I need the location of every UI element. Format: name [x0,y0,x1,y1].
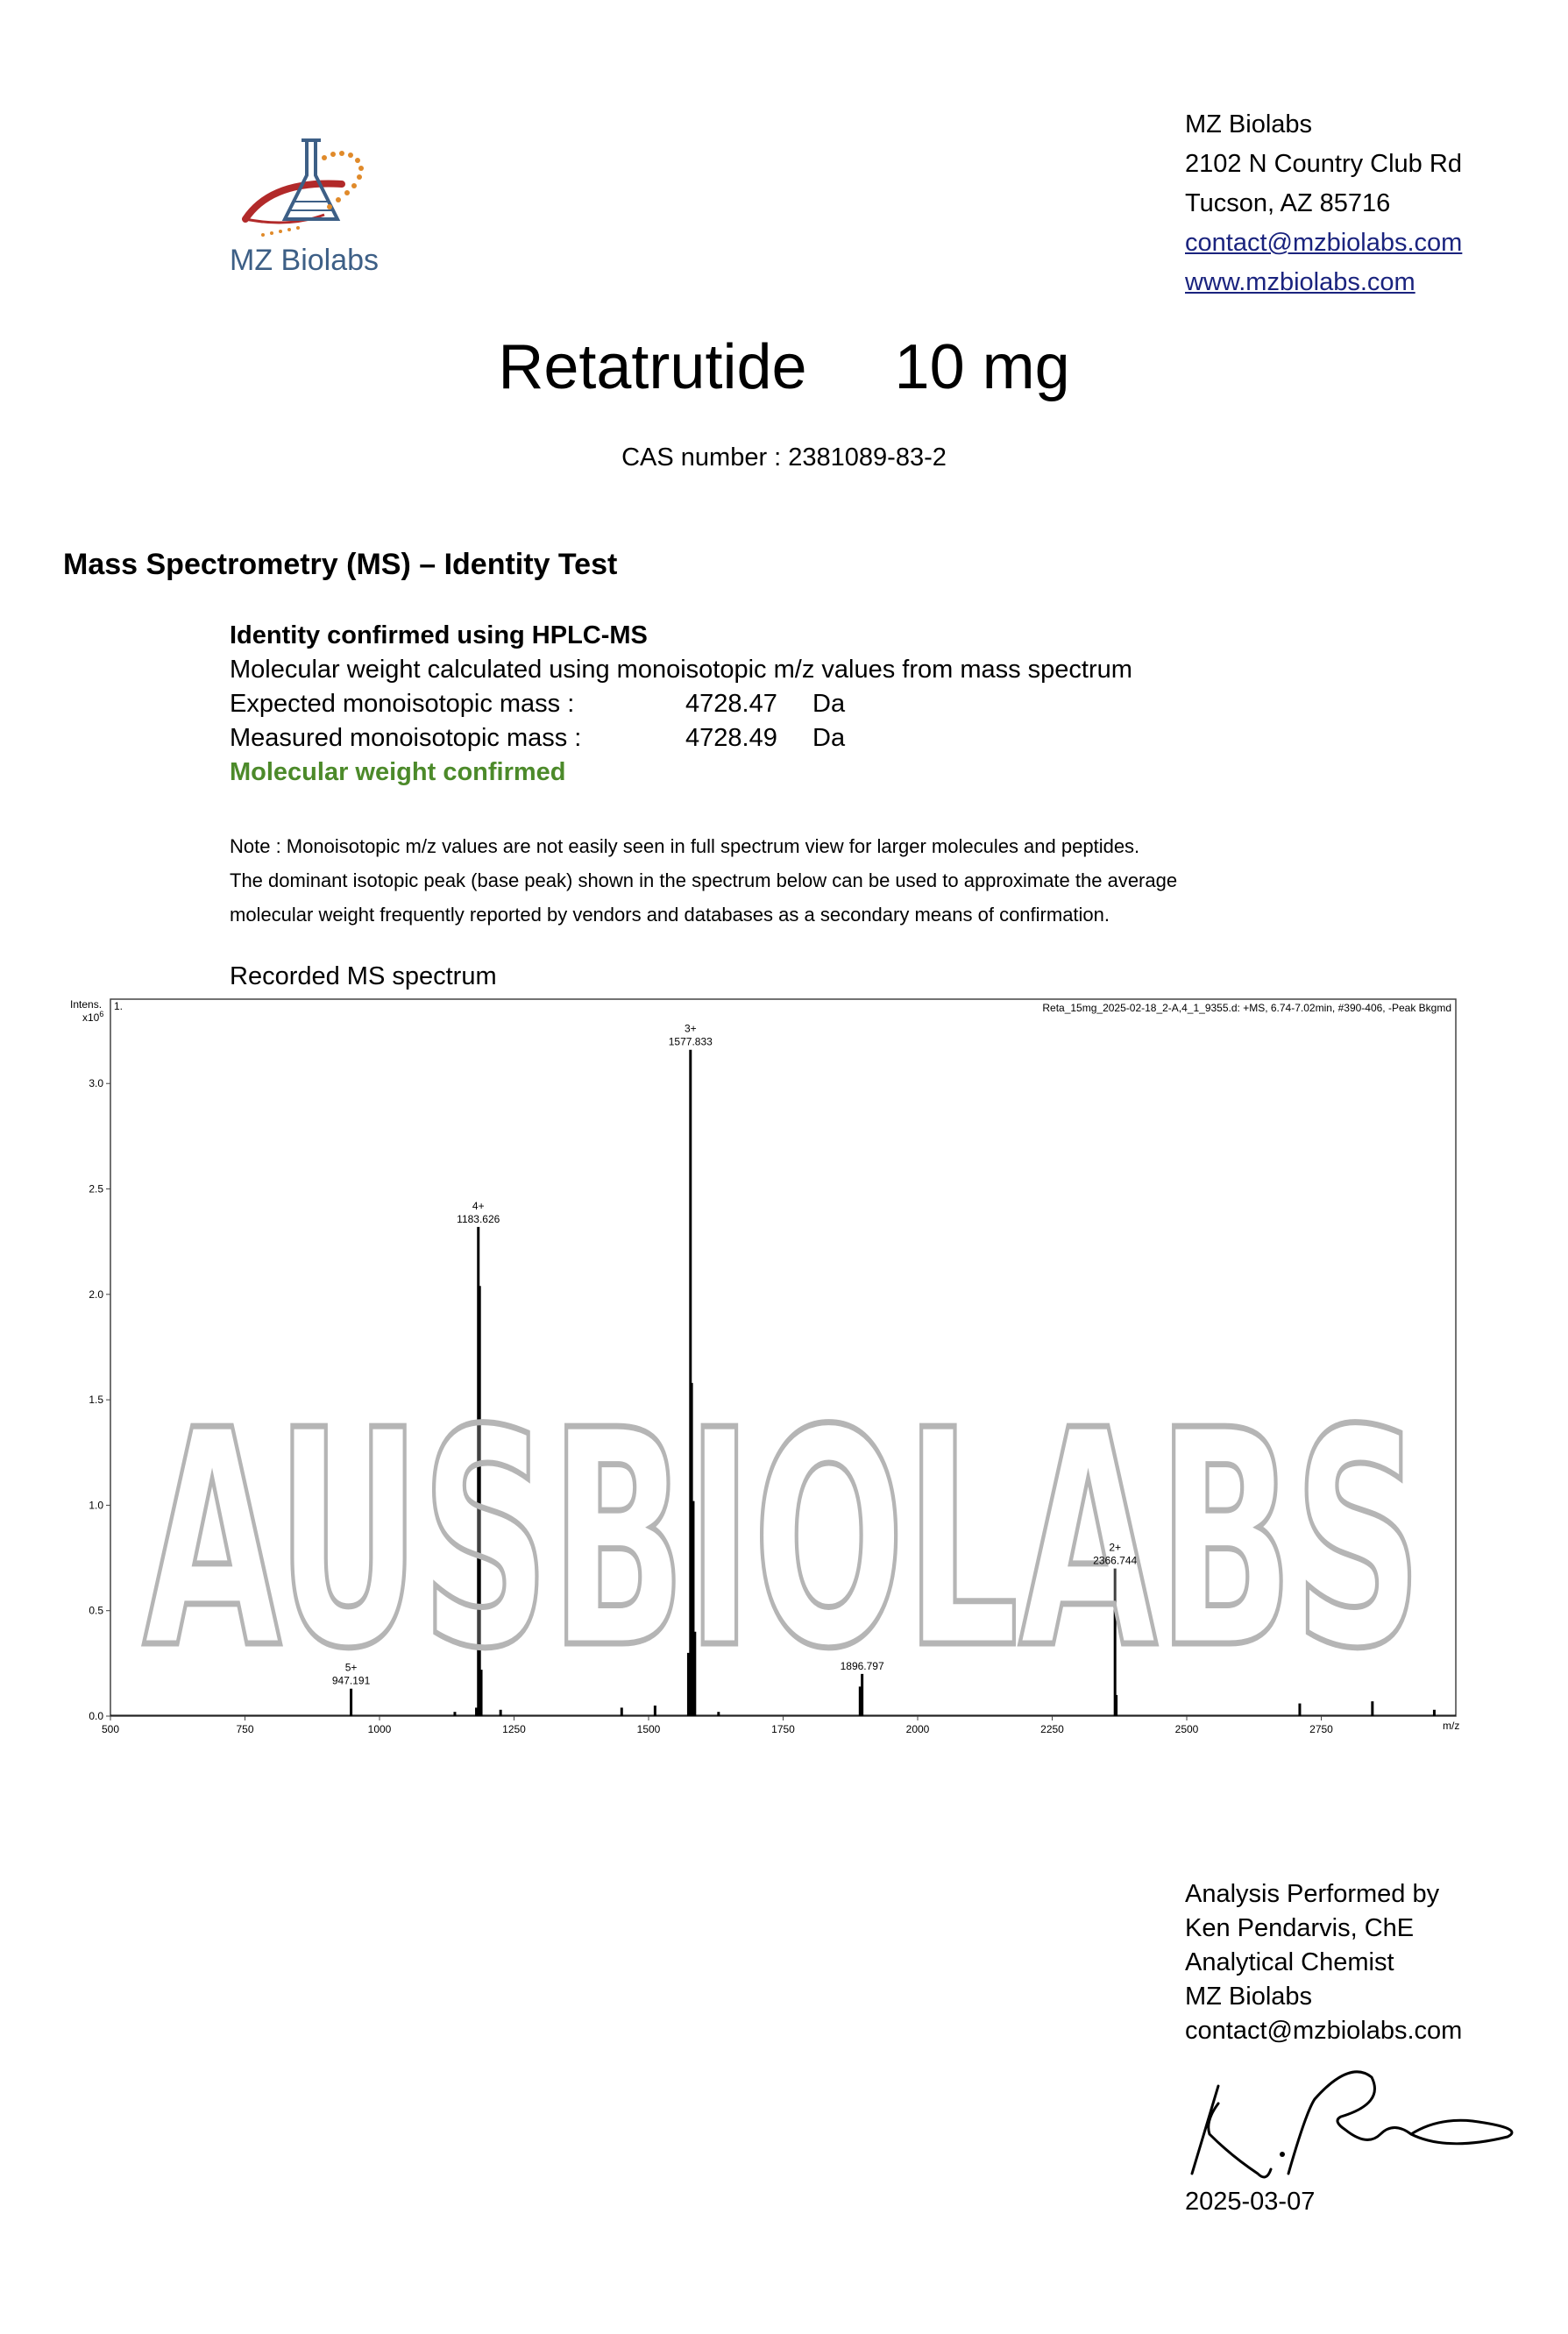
y-tick-label-6: 3.0 [89,1077,103,1090]
analyst-company: MZ Biolabs [1185,1983,1313,2011]
street-address: 2102 N Country Club Rd [1185,150,1462,178]
peak-label-1: 1183.626 [457,1212,500,1225]
x-tick-label-1: 750 [236,1723,254,1735]
note-line-1: Note : Monoisotopic m/z values are not easily seen in full spectrum view for larger molecules and peptides. [230,835,1140,857]
signature [1157,2051,1525,2191]
y-tick-label-2: 1.0 [89,1499,103,1512]
y-axis-scale: $x10^6$ [82,1010,104,1024]
peak-charge-4: 2+ [1109,1541,1122,1554]
company-address [1185,105,1462,302]
identity-result: Molecular weight confirmed [230,758,566,786]
measured-unit: Da [812,724,846,752]
x-tick-label-7: 2250 [1040,1723,1064,1735]
y-tick-label-1: 0.5 [89,1604,103,1617]
ms-spectrum-chart [0,990,1568,1753]
expected-mass-row [230,687,1132,721]
company-name: MZ Biolabs [1185,110,1313,138]
x-axis-label: m/z [1443,1720,1460,1732]
y-axis-label: Intens. [70,998,103,1011]
x-tick-label-5: 1750 [771,1723,795,1735]
note-line-2: The dominant isotopic peak (base peak) shown in the spectrum below can be used to approximate the average [230,869,1178,891]
analysis-block [1185,1877,1462,2048]
note-line-3: molecular weight frequently reported by vendors and databases as a secondary means of confirmation. [230,904,1110,926]
x-tick-label-0: 500 [101,1723,120,1735]
city-address: Tucson, AZ 85716 [1185,189,1391,217]
expected-label: Expected monoisotopic mass : [230,690,575,718]
measured-mass-row [230,721,1132,756]
identity-heading: Identity confirmed using HPLC-MS [230,621,648,649]
note-block [230,829,1177,932]
measured-label: Measured monoisotopic mass : [230,724,582,752]
identity-block [230,619,1132,790]
cas-number: CAS number : 2381089-83-2 [621,443,947,472]
y-tick-label-5: 2.5 [89,1182,103,1195]
x-tick-label-3: 1250 [502,1723,526,1735]
x-tick-label-2: 1000 [367,1723,392,1735]
logo-text: MZ Biolabs [230,244,380,277]
chart-title: Reta_15mg_2025-02-18_2-A,4_1_9355.d: +MS, 6.74-7.02min, #390-406, -Peak Bkgmd [1042,1002,1451,1014]
watermark: AUSBIOLABS [143,1367,1423,1714]
analyst-email: contact@mzbiolabs.com [1185,2017,1463,2045]
analyst-title: Analytical Chemist [1185,1948,1394,1976]
signature-date: 2025-03-07 [1185,2188,1316,2216]
product-title: Retatrutide 10 mg [498,332,1070,402]
y-tick-label-3: 1.5 [89,1394,103,1407]
expected-unit: Da [812,690,846,718]
expected-value: 4728.47 [685,690,777,718]
x-tick-label-4: 1500 [636,1723,661,1735]
peak-label-3: 1896.797 [840,1659,884,1672]
section-title: Mass Spectrometry (MS) – Identity Test [63,548,618,581]
website-link[interactable]: www.mzbiolabs.com [1185,268,1415,296]
analyst-name: Ken Pendarvis, ChE [1185,1914,1415,1942]
spectrum-title: Recorded MS spectrum [230,962,497,990]
peak-label-0: 947.191 [331,1674,371,1687]
peak-charge-1: 4+ [472,1199,485,1212]
peak-charge-0: 5+ [344,1661,358,1674]
identity-method: Molecular weight calculated using monoisotopic m/z values from mass spectrum [230,656,1132,684]
x-tick-label-6: 2000 [905,1723,930,1735]
measured-value: 4728.49 [685,724,777,752]
peak-charge-2: 3+ [684,1022,697,1035]
panel-label: 1. [114,1000,124,1012]
analysis-line-1: Analysis Performed by [1185,1880,1440,1908]
email-link[interactable]: contact@mzbiolabs.com [1185,229,1463,257]
x-tick-label-9: 2750 [1309,1723,1333,1735]
x-tick-label-8: 2500 [1174,1723,1199,1735]
peak-label-2: 1577.833 [668,1035,713,1048]
peak-label-4: 2366.744 [1093,1554,1138,1567]
y-tick-label-0: 0.0 [89,1710,103,1722]
y-tick-label-4: 2.0 [89,1288,103,1301]
